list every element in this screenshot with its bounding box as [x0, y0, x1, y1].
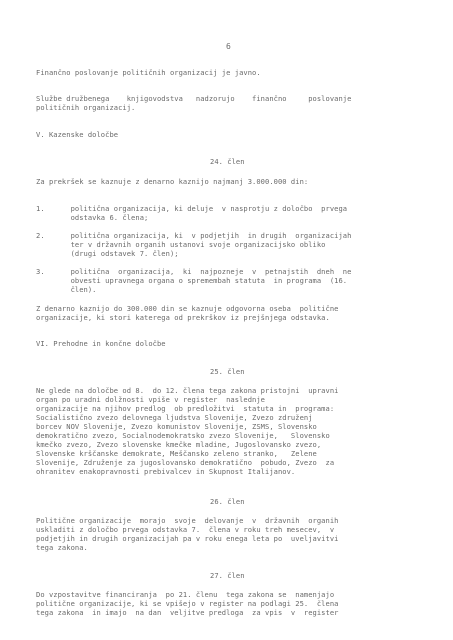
text-line: borcev NOV Slovenije, Zvezo komunistov Slovenije, ZSMS, Slovensko	[36, 422, 317, 431]
text-line: tega zakona.	[36, 543, 88, 552]
text-line: Ne glede na določbe od 8. do 12. člena tega zakona pristojni upravni	[36, 386, 339, 395]
text-line: V. Kazenske določbe	[36, 130, 119, 139]
text-line: Politične organizacije morajo svoje delovanje v državnih organih	[36, 516, 339, 525]
page-number: 6	[226, 42, 231, 51]
text-line: tega zakona in imajo na dan veljitve predloga za vpis v register	[36, 608, 339, 617]
text-line: Službe družbenega knjigovodstva nadzorujo finančno poslovanje	[36, 94, 352, 103]
text-line: političnih organizacij.	[36, 103, 136, 112]
text-line: demokratično zvezo, Socialnodemokratsko zvezo Slovenije, Slovensko	[36, 431, 330, 440]
text-line: kmečko zvezo, Zvezo slovenske kmečke mladine, Jugoslovansko zvezo,	[36, 440, 322, 449]
text-line: odstavka 6. člena;	[36, 213, 149, 222]
text-line: 26. člen	[210, 497, 245, 506]
text-line: ohranitev enakopravnosti prebivalcev in Skupnost Italijanov.	[36, 467, 296, 476]
text-line: Z denarno kaznijo do 300.000 din se kaznuje odgovorna oseba politične	[36, 304, 339, 313]
text-line: organ po uradni dolžnosti vpiše v register naslednje	[36, 395, 266, 404]
text-line: organizacije, ki stori katerega od prekrškov iz prejšnjega odstavka.	[36, 313, 330, 322]
text-line: 1. politična organizacija, ki deluje v nasprotju z določbo prvega	[36, 204, 348, 213]
text-line: člen).	[36, 285, 97, 294]
text-line: 25. člen	[210, 367, 245, 376]
text-line: uskladiti z določbo prvega odstavka 7. člena v roku treh mesecev, v	[36, 525, 335, 534]
text-line: politične organizacije, ki se vpišejo v register na podlagi 25. člena	[36, 599, 339, 608]
text-line: 24. člen	[210, 157, 245, 166]
text-line: ter v državnih organih ustanovi svoje organizacijsko obliko	[36, 240, 326, 249]
text-line: Finančno poslovanje političnih organizacij je javno.	[36, 68, 261, 77]
text-line: 2. politična organizacija, ki v podjetjih in drugih organizacijah	[36, 231, 352, 240]
text-line: podjetjih in drugih organizacijah pa v roku enega leta po uveljavitvi	[36, 534, 339, 543]
text-line: obvesti upravnega organa o spremembah statuta in programa (16.	[36, 276, 348, 285]
text-line: (drugi odstavek 7. člen);	[36, 249, 179, 258]
text-line: 27. člen	[210, 571, 245, 580]
text-line: organizacije na njihov predlog ob predložitvi statuta in programa:	[36, 404, 335, 413]
text-line: 3. politična organizacija, ki najpozneje v petnajstih dneh ne	[36, 267, 352, 276]
text-line: Do vzpostavitve financiranja po 21. členu tega zakona se namenjajo	[36, 590, 335, 599]
text-line: Slovenske krščanske demokrate, Meščansko zeleno stranko, Zelene	[36, 449, 317, 458]
text-line: VI. Prehodne in končne določbe	[36, 339, 166, 348]
text-line: Slovenije, Združenje za jugoslovansko demokratično pobudo, Zvezo za	[36, 458, 335, 467]
text-line: Za prekršek se kaznuje z denarno kaznijo najmanj 3.000.000 din:	[36, 177, 309, 186]
text-line: Socialistično zvezo delovnega ljudstva Slovenije, Zvezo združenj	[36, 413, 313, 422]
